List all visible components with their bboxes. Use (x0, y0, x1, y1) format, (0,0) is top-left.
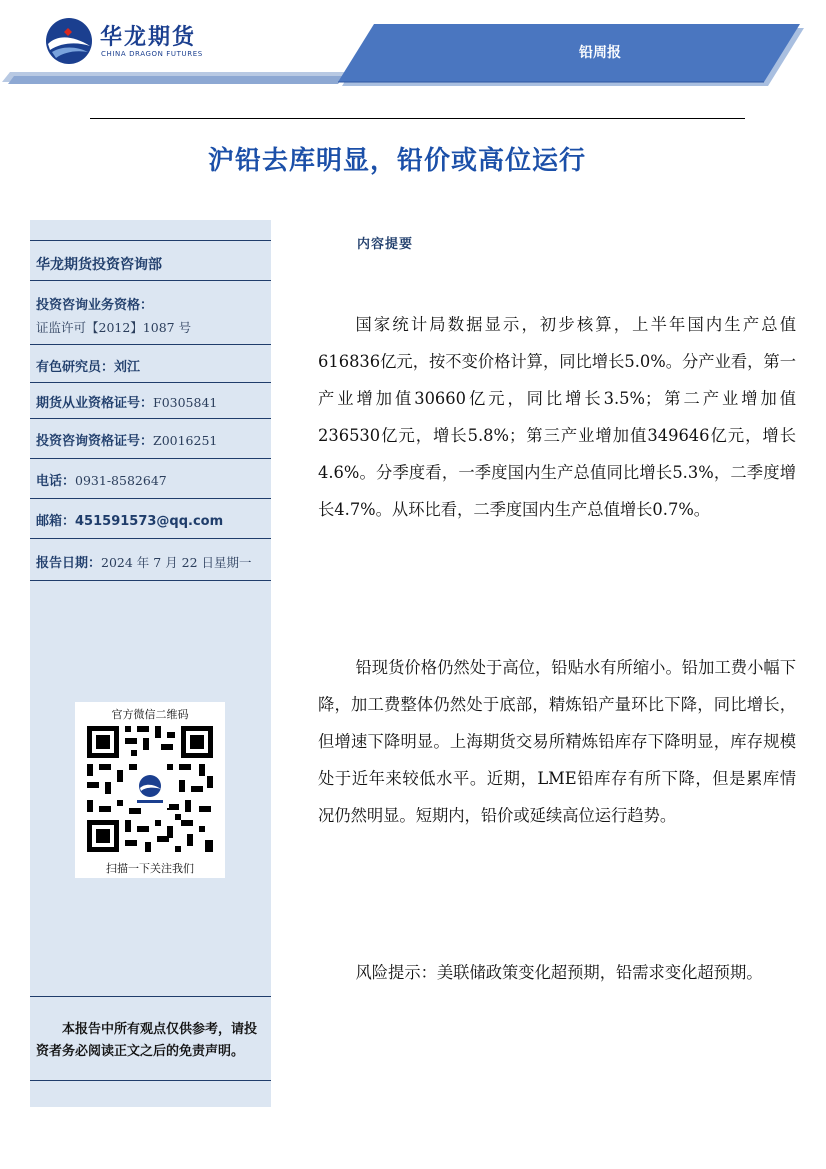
phone-label: 电话： (36, 474, 76, 489)
date-value: 2024 年 7 月 22 日星期一 (101, 555, 252, 570)
sidebar-divider (30, 382, 271, 383)
sidebar-divider (30, 418, 271, 419)
email-line (36, 510, 223, 529)
qr-title: 官方微信二维码 (111, 708, 189, 721)
report-type-label: 铅周报 (579, 45, 621, 61)
phone-value: 0931-8582647 (75, 473, 167, 488)
researcher-label: 有色研究员： (36, 360, 115, 375)
info-sidebar (30, 220, 271, 1107)
advisory-cert-line (36, 430, 217, 449)
advisory-cert-label: 投资咨询资格证号： (36, 434, 154, 449)
qualification-value: 证监许可【2012】1087 号 (36, 320, 192, 335)
email-label: 邮箱： (36, 514, 76, 529)
sidebar-divider (30, 996, 271, 997)
sidebar-divider (30, 538, 271, 539)
sidebar-divider (30, 1080, 271, 1081)
title-divider (90, 118, 745, 119)
researcher-line (36, 356, 140, 375)
qr-code-icon[interactable] (83, 722, 217, 856)
sidebar-divider (30, 498, 271, 499)
qualification-label: 投资咨询业务资格： (36, 298, 154, 313)
disclaimer-note: 本报告中所有观点仅供参考，请投资者务必阅读正文之后的免责声明。 (36, 1022, 258, 1059)
paragraph-gdp: 国家统计局数据显示，初步核算，上半年国内生产总值616836亿元，按不变价格计算，同比增长5.0%。分产业看，第一产业增加值30660亿元，同比增长3.5%；第二产业增加值236530亿元，增长5.8%；第三产业增加值349646亿元，增长4.6%。分季度看，一季度国内生产总值同比增长5.3%，二季度增长4.7%。从环比看，二季度国内生产总值增长0.7%。 (318, 315, 796, 519)
date-line (36, 552, 252, 571)
department-name: 华龙期货投资咨询部 (36, 257, 162, 273)
email-value[interactable]: 451591573@qq.com (75, 514, 224, 529)
wechat-qr-panel (75, 702, 225, 878)
advisory-cert-value: Z0016251 (153, 433, 218, 448)
logo-chinese-name: 华龙期货 (100, 25, 197, 50)
logo-english-name: CHINA DRAGON FUTURES (101, 50, 203, 58)
futures-cert-label: 期货从业资格证号： (36, 396, 154, 411)
sidebar-divider (30, 580, 271, 581)
paragraph-risk: 风险提示：美联储政策变化超预期，铅需求变化超预期。 (355, 963, 763, 982)
sidebar-divider (30, 344, 271, 345)
company-logo (44, 16, 244, 68)
sidebar-divider (30, 458, 271, 459)
paragraph-lead-market: 铅现货价格仍然处于高位，铅贴水有所缩小。铅加工费小幅下降，加工费整体仍然处于底部，精炼铅产量环比下降，同比增长，但增速下降明显。上海期货交易所精炼铅库存下降明显，库存规模处于近年来较低水平。近期，LME铅库存有所下降，但是累库情况仍然明显。短期内，铅价或延续高位运行趋势。 (318, 658, 796, 825)
futures-cert-line (36, 392, 217, 411)
page-title: 沪铅去库明显，铅价或高位运行 (207, 146, 586, 176)
date-label: 报告日期： (36, 556, 102, 571)
qr-caption: 扫描一下关注我们 (106, 862, 194, 875)
sidebar-divider (30, 280, 271, 281)
futures-cert-value: F0305841 (153, 395, 218, 410)
header-left-stripe-shadow (8, 76, 344, 84)
researcher-name: 刘江 (114, 360, 141, 375)
summary-heading: 内容提要 (357, 237, 414, 252)
phone-line (36, 470, 167, 489)
dragon-logo-icon (44, 16, 94, 66)
sidebar-divider (30, 240, 271, 241)
